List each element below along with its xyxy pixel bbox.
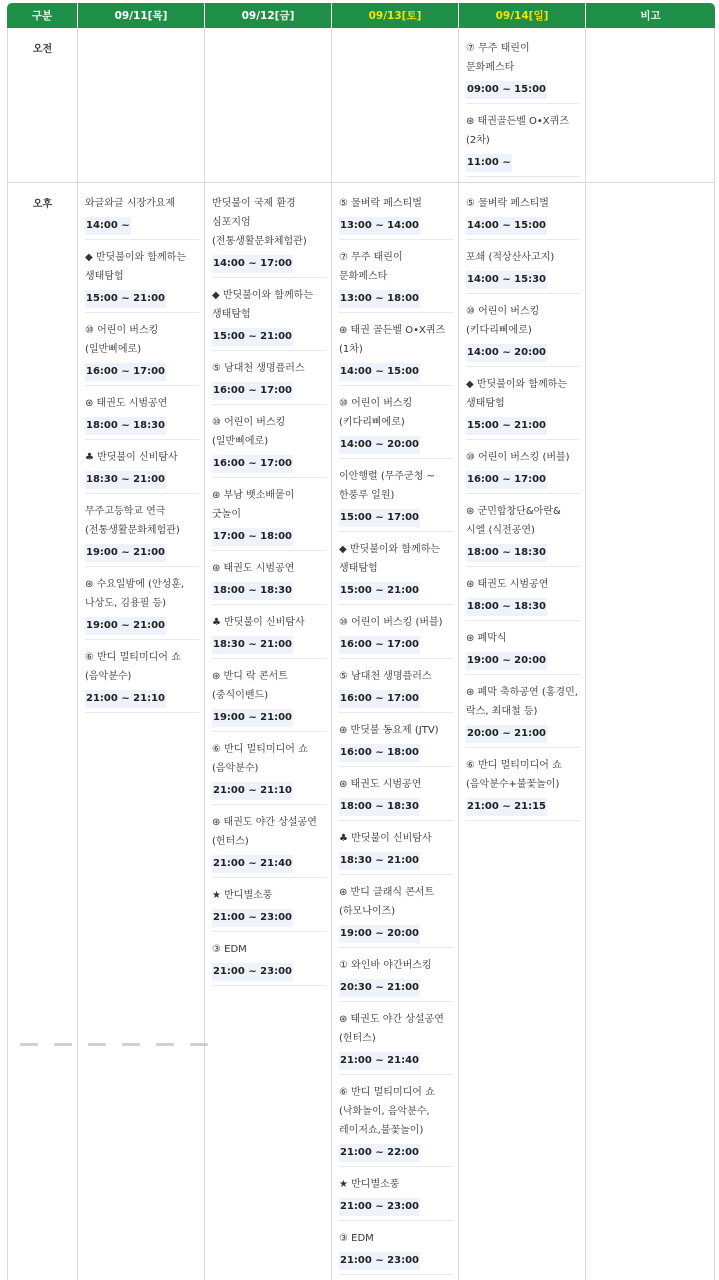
header-day-0914: 09/14[일] xyxy=(459,3,586,28)
event-time: 19:00 ~ 20:00 xyxy=(339,925,420,943)
cell-morning-0912 xyxy=(205,28,332,183)
event-time: 16:00 ~ 17:00 xyxy=(212,455,293,473)
list-item xyxy=(85,391,199,440)
list-item xyxy=(466,499,580,567)
event-time: 14:00 ~ 15:00 xyxy=(466,217,547,235)
event-time: 21:00 ~ 21:15 xyxy=(466,798,547,816)
list-item xyxy=(212,410,326,478)
list-item xyxy=(339,1080,453,1167)
list-item xyxy=(339,1007,453,1075)
event-time: 14:00 ~ 20:00 xyxy=(339,436,420,454)
list-item xyxy=(339,772,453,821)
row-label-afternoon: 오후 xyxy=(7,183,78,1280)
event-time: 16:00 ~ 17:00 xyxy=(212,382,293,400)
event-name: ⊛ 부남 뱃소배뭍이 굿놀이 xyxy=(212,490,295,520)
cell-afternoon-notes xyxy=(586,183,715,1280)
list-item xyxy=(339,826,453,875)
list-item xyxy=(466,372,580,440)
list-item xyxy=(212,483,326,551)
event-name: ⊛ 군민합창단&아란&시엘 (식전공연) xyxy=(466,506,561,536)
event-name: ⊛ 태권도 시범공연 xyxy=(466,579,549,590)
event-time: 21:00 ~ 21:40 xyxy=(339,1052,420,1070)
list-item xyxy=(212,610,326,659)
event-name: ⑤ 남대천 생명플러스 xyxy=(339,671,432,682)
row-afternoon xyxy=(7,183,715,1280)
event-time: 19:00 ~ 21:00 xyxy=(212,709,293,727)
cell-morning-0911 xyxy=(78,28,205,183)
event-time: 20:30 ~ 21:00 xyxy=(339,979,420,997)
event-time: 18:00 ~ 18:30 xyxy=(212,582,293,600)
cell-afternoon-0914 xyxy=(459,183,586,1280)
list-item xyxy=(339,664,453,713)
event-name: ⑩ 어린이 버스킹 (일반삐에로) xyxy=(85,325,159,355)
event-name: ⑤ 남대천 생명플러스 xyxy=(212,363,305,374)
event-time: 17:00 ~ 18:00 xyxy=(212,528,293,546)
list-item xyxy=(339,1172,453,1221)
header-day-0912: 09/12[금] xyxy=(205,3,332,28)
event-time: 13:00 ~ 14:00 xyxy=(339,217,420,235)
event-name: ① 와인바 야간버스킹 xyxy=(339,960,432,971)
event-name: ★ 반디별소풍 xyxy=(212,890,273,901)
cell-afternoon-0911 xyxy=(78,183,205,1280)
event-name: ③ EDM xyxy=(339,1233,374,1244)
cell-afternoon-0913 xyxy=(332,183,459,1280)
list-item xyxy=(466,445,580,494)
list-item xyxy=(339,245,453,313)
event-name: ★ 반디별소풍 xyxy=(339,1179,400,1190)
event-time: 19:00 ~ 21:00 xyxy=(85,617,166,635)
list-item xyxy=(85,445,199,494)
list-item xyxy=(212,883,326,932)
event-name: ⊛ 태권도 야간 상설공연 (헌터스) xyxy=(339,1014,444,1044)
event-name: ⑩ 어린이 버스킹 (일반삐에로) xyxy=(212,417,286,447)
event-time: 15:00 ~ 21:00 xyxy=(85,290,166,308)
list-item xyxy=(466,245,580,294)
event-name: ⑥ 반디 멀티미디어 쇼 (음악분수) xyxy=(85,652,181,682)
event-name: ⊛ 반디 클래식 콘서트 (하모나이즈) xyxy=(339,887,435,917)
list-item xyxy=(339,318,453,386)
header-notes: 비고 xyxy=(586,3,715,28)
event-time: 18:00 ~ 18:30 xyxy=(85,417,166,435)
event-name: 반딧불이 국제 환경 심포지엄 (전통생활문화체험관) xyxy=(212,198,307,247)
next-row-border-peek xyxy=(20,1043,700,1047)
event-name: 이안행렬 (무주군청 ~ 한풍루 일원) xyxy=(339,471,435,501)
list-item xyxy=(466,191,580,240)
event-name: ♣ 반딧불이 신비탐사 xyxy=(339,833,432,844)
event-time: 14:00 ~ 15:30 xyxy=(466,271,547,289)
event-time: 16:00 ~ 17:00 xyxy=(339,690,420,708)
list-item xyxy=(339,391,453,459)
event-name: ⑦ 무주 태린이 문화페스타 xyxy=(339,252,403,282)
event-time: 16:00 ~ 17:00 xyxy=(85,363,166,381)
list-item xyxy=(339,880,453,948)
list-item xyxy=(85,191,199,240)
event-name: ⊛ 태권도 야간 상설공연 (헌터스) xyxy=(212,817,317,847)
event-time: 14:00 ~ 20:00 xyxy=(466,344,547,362)
event-time: 19:00 ~ 21:00 xyxy=(85,544,166,562)
event-time: 21:00 ~ 23:00 xyxy=(339,1198,420,1216)
event-time: 15:00 ~ 21:00 xyxy=(466,417,547,435)
event-name: ⊛ 태권도 시범공연 xyxy=(339,779,422,790)
event-name: ♣ 반딧불이 신비탐사 xyxy=(212,617,305,628)
event-name: ⊛ 태권골든벨 O•X퀴즈 (2차) xyxy=(466,116,569,146)
row-label-morning: 오전 xyxy=(7,28,78,183)
event-time: 13:00 ~ 18:00 xyxy=(339,290,420,308)
list-item xyxy=(212,191,326,278)
event-name: ◆ 반딧불이와 함께하는 생태탐험 xyxy=(466,379,567,409)
event-time: 15:00 ~ 21:00 xyxy=(339,582,420,600)
event-name: ③ EDM xyxy=(212,944,247,955)
event-time: 20:00 ~ 21:00 xyxy=(466,725,547,743)
event-name: ⑥ 반디 멀티미디어 쇼 (음악분수+불꽃놀이) xyxy=(466,760,562,790)
event-name: ⑥ 반디 멀티미디어 쇼 (음악분수) xyxy=(212,744,308,774)
cell-morning-0914 xyxy=(459,28,586,183)
list-item xyxy=(339,610,453,659)
event-time: 16:00 ~ 17:00 xyxy=(339,636,420,654)
list-item xyxy=(466,626,580,675)
list-item xyxy=(212,937,326,986)
event-name: 포쇄 (적상산사고지) xyxy=(466,252,555,263)
event-time: 18:30 ~ 21:00 xyxy=(212,636,293,654)
event-time: 14:00 ~ 17:00 xyxy=(212,255,293,273)
cell-morning-notes xyxy=(586,28,715,183)
event-time: 14:00 ~ 15:00 xyxy=(339,363,420,381)
event-name: ◆ 반딧불이와 함께하는 생태탐험 xyxy=(339,544,440,574)
list-item xyxy=(466,36,580,104)
event-name: ♣ 반딧불이 신비탐사 xyxy=(85,452,178,463)
event-name: ⊛ 태권도 시범공연 xyxy=(212,563,295,574)
festival-schedule-table xyxy=(7,3,715,1280)
event-name: ⑤ 물벼락 페스티벌 xyxy=(339,198,422,209)
list-item xyxy=(466,572,580,621)
event-time: 21:00 ~ 21:10 xyxy=(85,690,166,708)
event-time: 14:00 ~ xyxy=(85,217,131,235)
list-item xyxy=(212,556,326,605)
list-item xyxy=(339,718,453,767)
list-item xyxy=(212,283,326,351)
event-name: ⑩ 어린이 버스킹 (키다리삐에로) xyxy=(339,398,413,428)
event-time: 16:00 ~ 18:00 xyxy=(339,744,420,762)
row-morning xyxy=(7,28,715,183)
header-day-0913: 09/13[토] xyxy=(332,3,459,28)
list-item xyxy=(466,109,580,177)
event-time: 09:00 ~ 15:00 xyxy=(466,81,547,99)
event-time: 11:00 ~ xyxy=(466,154,512,172)
list-item xyxy=(339,1226,453,1275)
list-item xyxy=(85,499,199,567)
event-time: 18:30 ~ 21:00 xyxy=(85,471,166,489)
event-name: ⑦ 무주 태린이 문화페스타 xyxy=(466,43,530,73)
event-name: ⑩ 어린이 버스킹 (버블) xyxy=(466,452,570,463)
event-name: ⑩ 어린이 버스킹 (버블) xyxy=(339,617,443,628)
event-time: 15:00 ~ 17:00 xyxy=(339,509,420,527)
event-time: 18:00 ~ 18:30 xyxy=(466,598,547,616)
list-item xyxy=(212,810,326,878)
event-name: ⑥ 반디 멀티미디어 쇼 (낙화놀이, 음악분수, 레이저쇼,불꽃놀이) xyxy=(339,1087,435,1136)
event-name: ⊛ 태권 골든벨 O•X퀴즈 (1차) xyxy=(339,325,446,355)
event-time: 18:00 ~ 18:30 xyxy=(466,544,547,562)
list-item xyxy=(85,245,199,313)
list-item xyxy=(85,318,199,386)
event-time: 21:00 ~ 23:00 xyxy=(339,1252,420,1270)
event-name: ⊛ 태권도 시범공연 xyxy=(85,398,168,409)
cell-afternoon-0912 xyxy=(205,183,332,1280)
event-time: 18:00 ~ 18:30 xyxy=(339,798,420,816)
event-time: 21:00 ~ 23:00 xyxy=(212,909,293,927)
list-item xyxy=(339,953,453,1002)
event-name: ◆ 반딧불이와 함께하는 생태탐험 xyxy=(212,290,313,320)
header-category: 구분 xyxy=(7,3,78,28)
list-item xyxy=(466,299,580,367)
event-name: 와글와글 시장가요제 xyxy=(85,198,176,209)
list-item xyxy=(212,356,326,405)
list-item xyxy=(466,753,580,821)
cell-morning-0913 xyxy=(332,28,459,183)
event-time: 16:00 ~ 17:00 xyxy=(466,471,547,489)
event-name: ⊛ 폐막식 xyxy=(466,633,507,644)
event-name: ⊛ 반딧불 동요제 (JTV) xyxy=(339,725,439,736)
list-item xyxy=(339,537,453,605)
event-time: 21:00 ~ 23:00 xyxy=(212,963,293,981)
event-name: ⊛ 폐막 축하공연 (홍경민, 락스, 최대철 등) xyxy=(466,687,578,717)
event-name: ⑩ 어린이 버스킹 (키다리삐에로) xyxy=(466,306,540,336)
event-time: 21:00 ~ 21:40 xyxy=(212,855,293,873)
list-item xyxy=(339,191,453,240)
event-name: ⊛ 반디 락 콘서트 (중식이밴드) xyxy=(212,671,288,701)
list-item xyxy=(212,737,326,805)
event-time: 19:00 ~ 20:00 xyxy=(466,652,547,670)
event-time: 21:00 ~ 21:10 xyxy=(212,782,293,800)
table-header-row xyxy=(7,3,715,28)
event-time: 15:00 ~ 21:00 xyxy=(212,328,293,346)
list-item xyxy=(85,572,199,640)
event-time: 18:30 ~ 21:00 xyxy=(339,852,420,870)
event-time: 21:00 ~ 22:00 xyxy=(339,1144,420,1162)
list-item xyxy=(339,464,453,532)
list-item xyxy=(212,664,326,732)
event-name: ◆ 반딧불이와 함께하는 생태탐험 xyxy=(85,252,186,282)
header-day-0911: 09/11[목] xyxy=(78,3,205,28)
event-name: 무주고등학교 연극 (전통생활문화체험관) xyxy=(85,506,180,536)
event-name: ⊛ 수요일밤에 (안성훈, 나상도, 김용필 등) xyxy=(85,579,185,609)
event-name: ⑤ 물벼락 페스티벌 xyxy=(466,198,549,209)
list-item xyxy=(466,680,580,748)
list-item xyxy=(85,645,199,713)
